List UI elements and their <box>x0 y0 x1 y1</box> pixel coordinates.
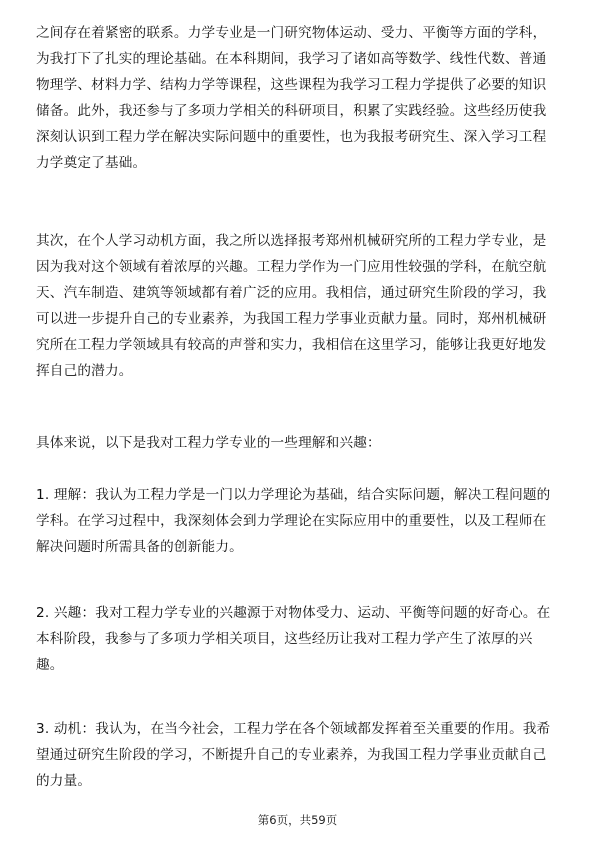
paragraph-1: 之间存在着紧密的联系。力学专业是一门研究物体运动、受力、平衡等方面的学科，为我打下了扎实的理论基础。在本科期间，我学习了诸如高等数学、线性代数、普通物理学、材料力学、结构力学等课程，这些课程为我学习工程力学提供了必要的知识储备。此外，我还参与了多项力学相关的科研项目，积累了实践经验。这些经历使我深刻认识到工程力学在解决实际问题中的重要性，也为我报考研究生、深入学习工程力学奠定了基础。 <box>36 25 547 171</box>
paragraph-5: 2. 兴趣：我对工程力学专业的兴趣源于对物体受力、运动、平衡等问题的好奇心。在本科阶段，我参与了多项力学相关项目，这些经历让我对工程力学产生了浓厚的兴趣。 <box>36 605 551 673</box>
paragraph-3: 具体来说，以下是我对工程力学专业的一些理解和兴趣： <box>36 435 381 451</box>
paragraph-2: 其次，在个人学习动机方面，我之所以选择报考郑州机械研究所的工程力学专业，是因为我对这个领域有着浓厚的兴趣。工程力学作为一门应用性较强的学科，在航空航天、汽车制造、建筑等领域都有着广泛的应用。我相信，通过研究生阶段的学习，我可以进一步提升自己的专业素养，为我国工程力学事业贡献力量。同时，郑州机械研究所在工程力学领域具有较高的声誉和实力，我相信在这里学习，能够让我更好地发挥自己的潜力。 <box>36 233 547 379</box>
paragraph-4: 1. 理解：我认为工程力学是一门以力学理论为基础，结合实际问题，解决工程问题的学科。在学习过程中，我深刻体会到力学理论在实际应用中的重要性，以及工程师在解决问题时所需具备的创新能力。 <box>36 487 551 555</box>
page-number-footer: 第6页，共59页 <box>257 813 338 827</box>
paragraph-6: 3. 动机：我认为，在当今社会，工程力学在各个领域都发挥着至关重要的作用。我希望通过研究生阶段的学习，不断提升自己的专业素养，为我国工程力学事业贡献自己的力量。 <box>36 721 551 789</box>
